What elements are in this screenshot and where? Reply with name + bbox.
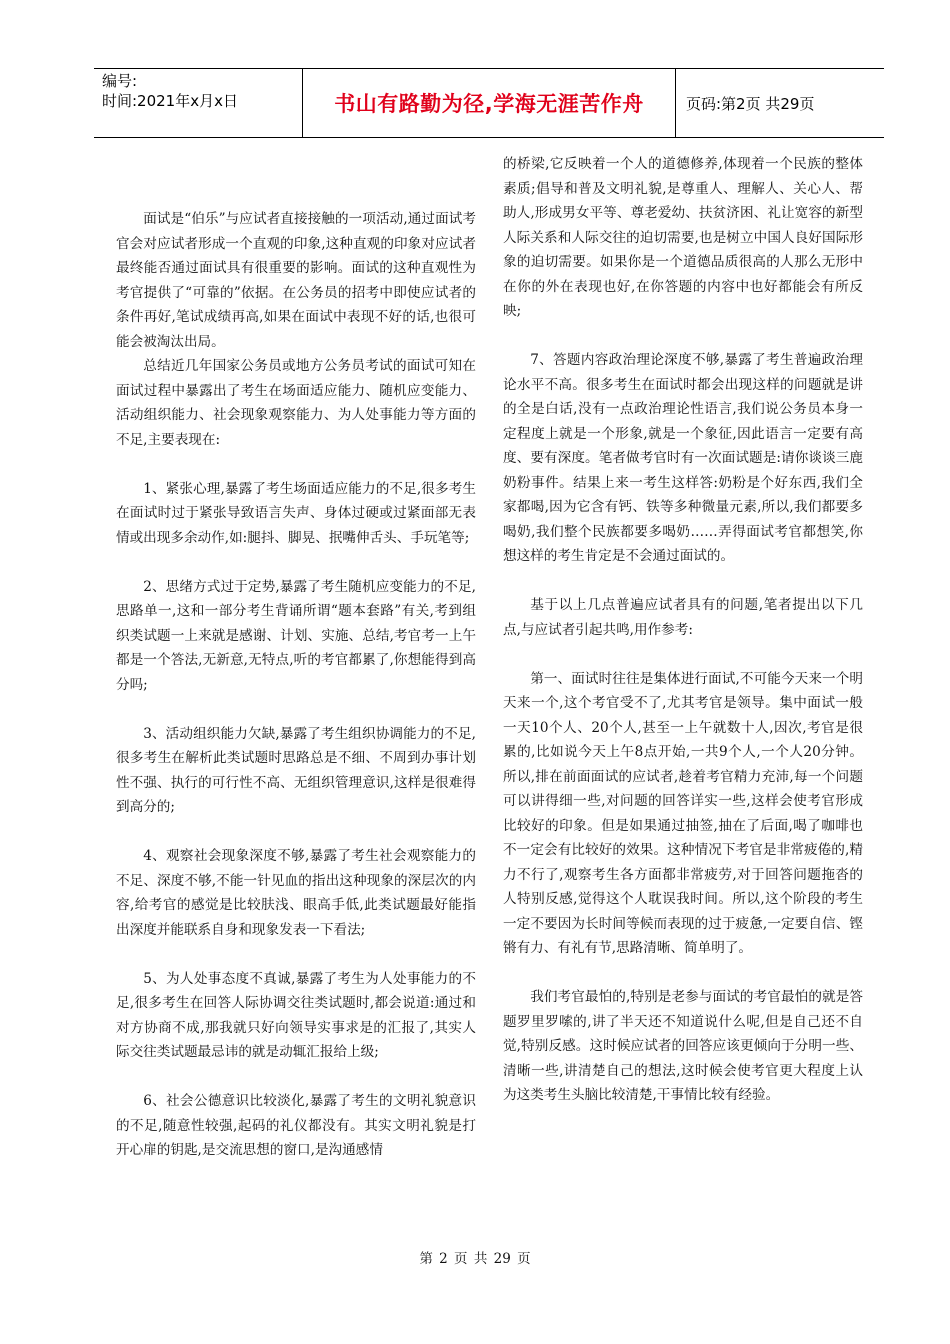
- paragraph: 面试是“伯乐”与应试者直接接触的一项活动,通过面试考官会对应试者形成一个直观的印象,这种直观的印象对应试者最终能否通过面试具有很重要的影响。面试的这种直观性为考官提供了“可靠的”依据。在公务员的招考中即使应试者的条件再好,笔试成绩再高,如果在面试中表现不好的话,也很可能会被淘汰出局。: [116, 211, 476, 350]
- paragraph: 总结近几年国家公务员或地方公务员考试的面试可知在面试过程中暴露出了考生在场面适应能力、随机应变能力、活动组织能力、社会现象观察能力、为人处事能力等方面的不足,主要表现在:: [116, 358, 476, 448]
- page-header: [94, 68, 884, 138]
- paragraph: 6、社会公德意识比较淡化,暴露了考生的文明礼貌意识的不足,随意性较强,起码的礼仪都没有。其实文明礼貌是打开心扉的钥匙,是交流思想的窗口,是沟通感情: [116, 1093, 476, 1158]
- right-column: [503, 152, 863, 1108]
- document-number-label: 编号:: [102, 72, 138, 90]
- header-page-number: 页码:第2页 共29页: [686, 94, 815, 113]
- paragraph: 2、思绪方式过于定势,暴露了考生随机应变能力的不足,思路单一,这和一部分考生背诵所谓“题本套路”有关,考到组织类试题一上来就是感谢、计划、实施、总结,考官考一上午都是一个答法,无新意,无特点,听的考官都累了,你想能得到高分吗;: [116, 578, 476, 693]
- page-footer: 第 2 页 共 29 页: [419, 1251, 531, 1267]
- paragraph: 3、活动组织能力欠缺,暴露了考生组织协调能力的不足,很多考生在解析此类试题时思路总是不细、不周到办事计划性不强、执行的可行性不高、无组织管理意识,这样是很难得到高分的;: [116, 725, 476, 815]
- paragraph: 5、为人处事态度不真诚,暴露了考生为人处事能力的不足,很多考生在回答人际协调交往类试题时,都会说道:通过和对方协商不成,那我就只好向领导实事求是的汇报了,其实人际交往类试题最忌讳的就是动辄汇报给上级;: [116, 970, 476, 1060]
- paragraph: 1、紧张心理,暴露了考生场面适应能力的不足,很多考生在面试时过于紧张导致语言失声、身体过硬或过紧面部无表情或出现多余动作,如:腿抖、脚晃、抿嘴伸舌头、手玩笔等;: [116, 480, 476, 546]
- left-column: [116, 207, 476, 1163]
- paragraph: 的桥梁,它反映着一个人的道德修养,体现着一个民族的整体素质;倡导和普及文明礼貌,是尊重人、理解人、关心人、帮助人,形成男女平等、尊老爱幼、扶贫济困、礼让宽容的新型人际关系和人际交往的迫切需要,也是树立中国人良好国际形象的迫切需要。如果你是一个道德品质很高的人那么无形中在你的外在表现也好,在你答题的内容中也好都能会有所反映;: [503, 156, 863, 319]
- paragraph: 我们考官最怕的,特别是老参与面试的考官最怕的就是答题罗里罗嗦的,讲了半天还不知道说什么呢,但是自己还不自觉,特别反感。这时候应试者的回答应该更倾向于分明一些、清晰一些,讲清楚自己的想法,这时候会使考官更大程度上认为这类考生头脑比较清楚,干事情比较有经验。: [503, 989, 863, 1103]
- paragraph: 7、答题内容政治理论深度不够,暴露了考生普遍政治理论水平不高。很多考生在面试时都会出现这样的问题就是讲的全是白话,没有一点政治理论性语言,我们说公务员本身一定程度上就是一个形象,就是一个象征,因此语言一定要有高度、要有深度。笔者做考官时有一次面试题是:请你谈谈三鹿奶粉事件。结果上来一考生这样答:奶粉是个好东西,我们全家都喝,因为它含有钙、铁等多种微量元素,所以,我们都要多喝奶,我们整个民族都要多喝奶……弄得面试考官都想笑,你想这样的考生肯定是不会通过面试的。: [503, 352, 863, 564]
- header-meta: [94, 69, 302, 137]
- header-motto: 书山有路勤为径,学海无涯苦作舟: [302, 69, 676, 137]
- paragraph: 第一、面试时往往是集体进行面试,不可能今天来一个明天来一个,这个考官受不了,尤其考官是领导。集中面试一般一天10个人、20个人,甚至一上午就数十人,因次,考官是很累的,比如说今天上午8点开始,一共9个人,一个人20分钟。所以,排在前面面试的应试者,趁着考官精力充沛,每一个问题可以讲得细一些,对问题的回答详实一些,这样会使考官形成比较好的印象。但是如果通过抽签,抽在了后面,喝了咖啡也不一定会有比较好的效果。这种情况下考官是非常疲倦的,精力不行了,观察考生各方面都非常疲劳,对于回答问题拖沓的人特别反感,觉得这个人耽误我时间。所以,这个阶段的考生一定不要因为长时间等候而表现的过于疲惫,一定要自信、铿锵有力、有礼有节,思路清晰、简单明了。: [503, 670, 863, 956]
- document-time-label: 时间:2021年x月x日: [102, 92, 238, 110]
- paragraph: 基于以上几点普遍应试者具有的问题,笔者提出以下几点,与应试者引起共鸣,用作参考:: [503, 597, 863, 638]
- paragraph: 4、观察社会现象深度不够,暴露了考生社会观察能力的不足、深度不够,不能一针见血的指出这种现象的深层次的内容,给考官的感觉是比较肤浅、眼高手低,此类试题最好能指出深度并能联系自身和现象发表一下看法;: [116, 848, 476, 938]
